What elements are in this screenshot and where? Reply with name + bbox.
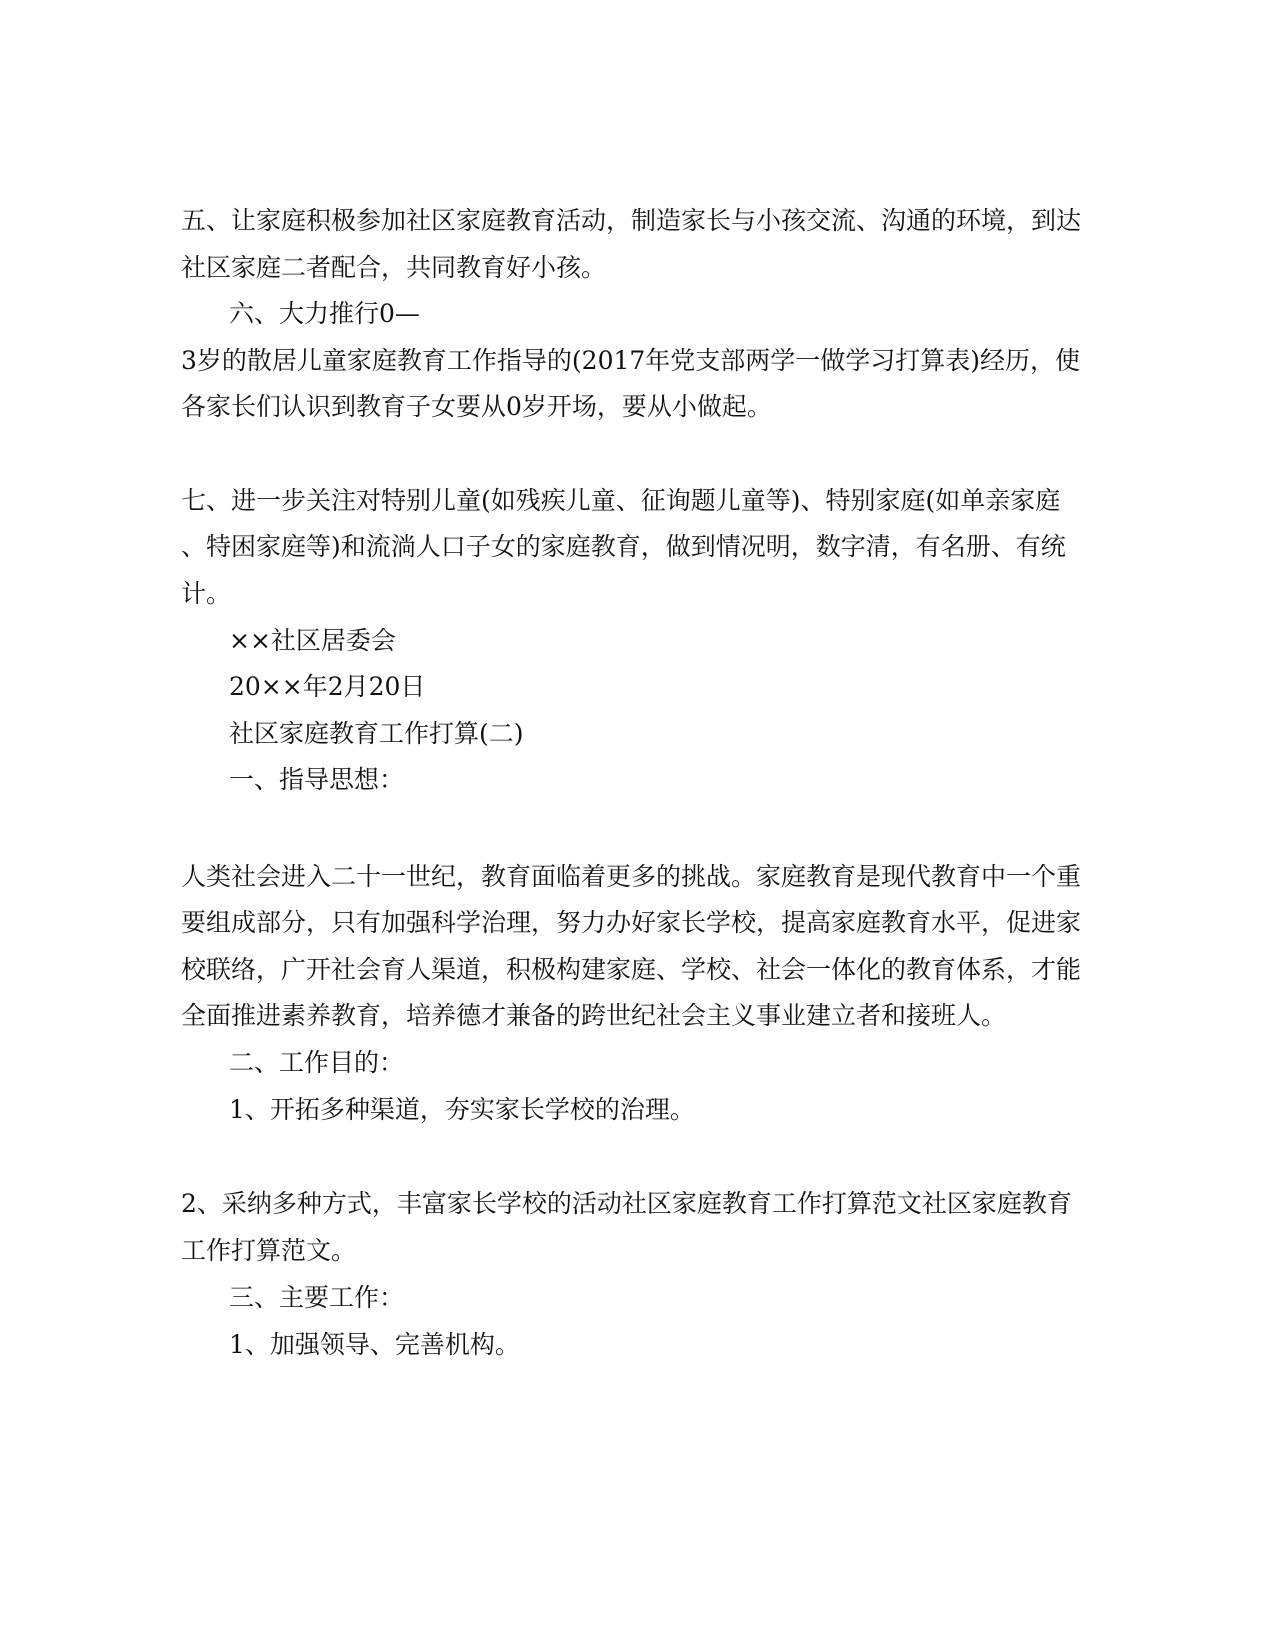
paragraph-line: 六、大力推行0— — [229, 299, 420, 328]
paragraph-line: 3岁的散居儿童家庭教育工作指导的(2017年党支部两学一做学习打算表)经历，使 — [181, 346, 1081, 375]
paragraph-line: 人类社会进入二十一世纪，教育面临着更多的挑战。家庭教育是现代教育中一个重 — [181, 862, 1082, 891]
list-item: 2、采纳多种方式，丰富家长学校的活动社区家庭教育工作打算范文社区家庭教育 — [181, 1189, 1072, 1218]
paragraph-line: 、特困家庭等)和流淌人口子女的家庭教育，做到情况明，数字清，有名册、有统 — [181, 532, 1066, 561]
section-heading: 二、工作目的： — [229, 1048, 405, 1077]
paragraph-line: 全面推进素养教育，培养德才兼备的跨世纪社会主义事业建立者和接班人。 — [181, 1001, 1007, 1030]
paragraph-line: 工作打算范文。 — [181, 1236, 357, 1265]
section-heading: 三、主要工作： — [229, 1283, 405, 1312]
list-item: 1、开拓多种渠道，夯实家长学校的治理。 — [229, 1095, 695, 1124]
paragraph-line: 五、让家庭积极参加社区家庭教育活动，制造家长与小孩交流、沟通的环境，到达 — [181, 206, 1082, 235]
signature-date: 20××年2月20日 — [229, 672, 426, 701]
paragraph-line: 社区家庭二者配合，共同教育好小孩。 — [181, 253, 607, 282]
section-heading: 一、指导思想： — [229, 765, 405, 794]
paragraph-line: 各家长们认识到教育子女要从0岁开场，要从小做起。 — [181, 392, 772, 421]
paragraph-line: 七、进一步关注对特别儿童(如残疾儿童、征询题儿童等)、特别家庭(如单亲家庭 — [181, 486, 1061, 515]
paragraph-line: 计。 — [181, 579, 232, 608]
signature-org: ××社区居委会 — [229, 626, 396, 655]
paragraph-line: 要组成部分，只有加强科学治理，努力办好家长学校，提高家庭教育水平，促进家 — [181, 908, 1082, 937]
list-item: 1、加强领导、完善机构。 — [229, 1330, 520, 1359]
paragraph-line: 校联络，广开社会育人渠道，积极构建家庭、学校、社会一体化的教育体系，才能 — [181, 955, 1082, 984]
section-title: 社区家庭教育工作打算(二) — [229, 719, 524, 748]
